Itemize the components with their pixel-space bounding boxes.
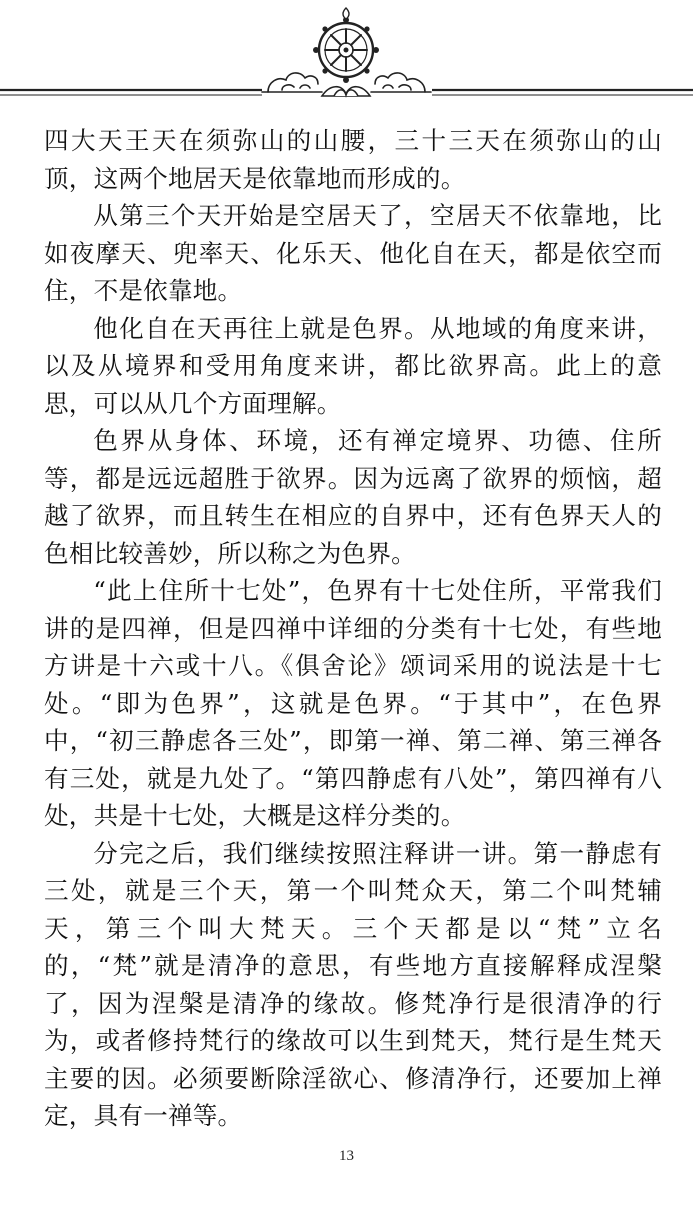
paragraph-1: 四大天王天在须弥山的山腰，三十三天在须弥山的山顶，这两个地居天是依靠地而形成的。 [44, 126, 662, 193]
paragraph-2: 从第三个天开始是空居天了，空居天不依靠地，比如夜摩天、兜率天、化乐天、他化自在天，都是依空而住，不是依靠地。 [44, 201, 662, 305]
paragraph-4: 色界从身体、环境，还有禅定境界、功德、住所等，都是远远超胜于欲界。因为远离了欲界的烦恼，超越了欲界，而且转生在相应的自界中，还有色界天人的色相比较善妙，所以称之为色界。 [44, 426, 662, 568]
paragraph-6: 分完之后，我们继续按照注释讲一讲。第一静虑有三处，就是三个天，第一个叫梵众天，第二个叫梵辅天，第三个叫大梵天。三个天都是以“梵”立名的，“梵”就是清净的意思，有些地方直接解释成涅槃了，因为涅槃是清净的缘故。修梵净行是很清净的行为，或者修持梵行的缘故可以生到梵天，梵行是生梵天主要的因。必须要断除淫欲心、修清净行，还要加上禅定，具有一禅等。 [44, 838, 662, 1130]
page-header-ornament [0, 0, 693, 110]
page-number: 13 [339, 1148, 354, 1164]
paragraph-5: “此上住所十七处”，色界有十七处住所，平常我们讲的是四禅，但是四禅中详细的分类有十七处，有些地方讲是十六或十八。《俱舍论》颂词采用的说法是十七处。“即为色界”，这就是色界。“于其中”，在色界中，“初三静虑各三处”，即第一禅、第二禅、第三禅各有三处，就是九处了。“第四静虑有八处”，第四禅有八处，共是十七处，大概是这样分类的。 [44, 576, 662, 830]
body-text [44, 122, 662, 1135]
paragraph-3: 他化自在天再往上就是色界。从地域的角度来讲，以及从境界和受用角度来讲，都比欲界高。此上的意思，可以从几个方面理解。 [44, 313, 662, 418]
dharma-wheel-icon [0, 0, 693, 110]
